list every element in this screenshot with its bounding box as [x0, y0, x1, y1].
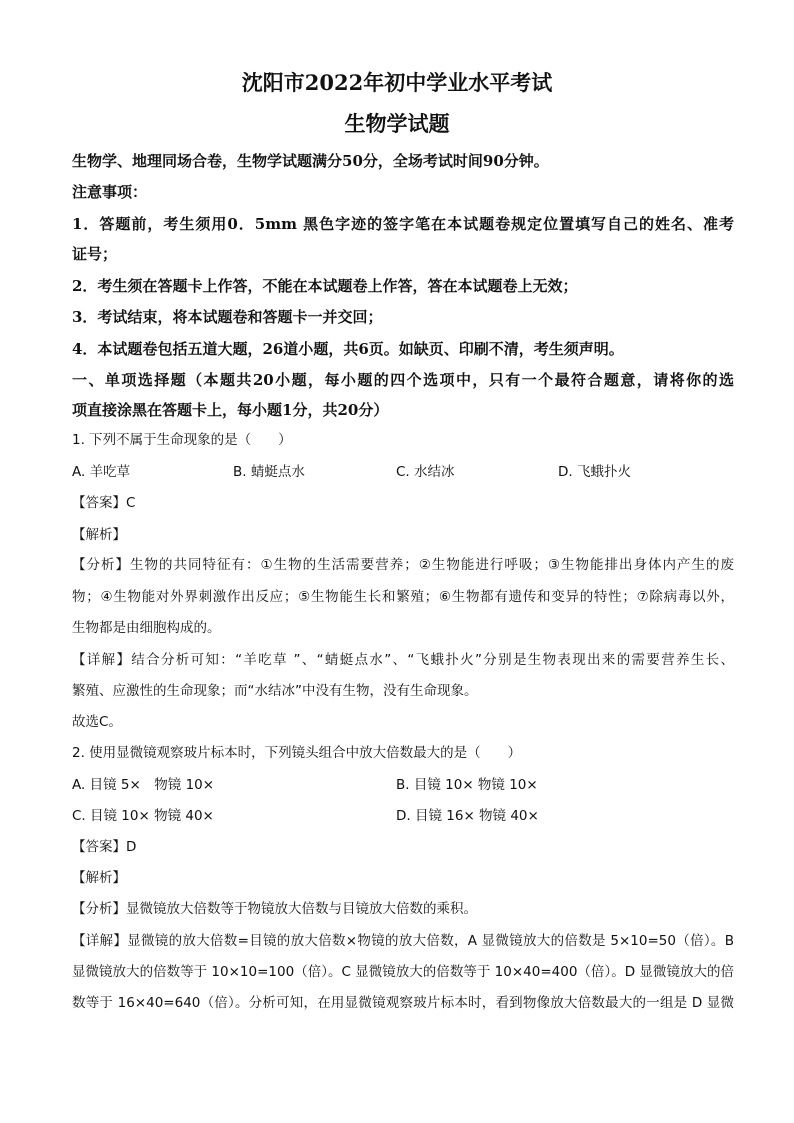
q2-answer: 【答案】D [72, 839, 137, 855]
notice-heading: 注意事项： [72, 183, 148, 201]
q2-option-a: A. 目镜 5× 物镜 10× [72, 777, 215, 793]
q1-conclusion: 故选C。 [72, 714, 122, 730]
question-2-stem: 2. 使用显微镜观察玻片标本时，下列镜头组合中放大倍数最大的是（ ） [72, 745, 522, 761]
q1-analysis-label: 【解析】 [72, 527, 126, 543]
q2-option-c: C. 目镜 10× 物镜 40× [72, 808, 214, 824]
section-heading: 项直接涂黑在答题卡上，每小题1分，共20分） [72, 401, 389, 419]
q2-option-b: B. 目镜 10× 物镜 10× [396, 777, 538, 793]
q2-option-d: D. 目镜 16× 物镜 40× [396, 808, 539, 824]
notice-line: 3．考试结束，将本试题卷和答题卡一并交回； [72, 308, 383, 326]
q2-detail-line: 数等于 16×40=640（倍）。分析可知，在用显微镜观察玻片标本时，看到物像放大倍数最大的一组是 D 显微 [72, 995, 734, 1011]
q1-analysis-line: 生物都是由细胞构成的。 [72, 620, 221, 636]
section-heading: 一、单项选择题（本题共20小题，每小题的四个选项中，只有一个最符合题意，请将你的选 [72, 371, 734, 389]
exam-title: 沈阳市2022年初中学业水平考试 [241, 70, 553, 95]
q2-analysis-label: 【解析】 [72, 870, 126, 886]
q2-detail-line: 【详解】显微镜的放大倍数=目镜的放大倍数×物镜的放大倍数，A 显微镜放大的倍数是 5×10=50（倍）。B [72, 933, 734, 949]
q1-detail-line: 繁殖、应激性的生命现象；而“水结冰”中没有生物，没有生命现象。 [72, 683, 478, 699]
q1-detail-line: 【详解】结合分析可知：“羊吃草 ”、“蜻蜓点水”、“飞蛾扑火”分别是生物表现出来的需要营养生长、 [72, 652, 734, 668]
q2-analysis-line: 【分析】显微镜放大倍数等于物镜放大倍数与目镜放大倍数的乘积。 [72, 901, 477, 917]
notice-line: 1．答题前，考生须用0．5mm 黑色字迹的签字笔在本试题卷规定位置填写自己的姓名、准考 [72, 215, 734, 233]
notice-line: 2．考生须在答题卡上作答，不能在本试题卷上作答，答在本试题卷上无效； [72, 277, 578, 295]
q1-option-c: C. 水结冰 [396, 464, 455, 480]
q1-analysis-line: 物；④生物能对外界刺激作出反应；⑤生物能生长和繁殖；⑥生物都有遗传和变异的特性；⑦除病毒以外， [72, 589, 734, 605]
notice-line: 证号； [72, 245, 118, 263]
q1-answer: 【答案】C [72, 495, 136, 511]
intro-text: 生物学、地理同场合卷，生物学试题满分50分，全场考试时间90分钟。 [72, 152, 549, 170]
q1-option-b: B. 蜻蜓点水 [233, 464, 305, 480]
q1-option-a: A. 羊吃草 [72, 464, 131, 480]
q1-option-d: D. 飞蛾扑火 [558, 464, 631, 480]
exam-subtitle: 生物学试题 [344, 111, 450, 136]
q1-analysis-line: 【分析】生物的共同特征有：①生物的生活需要营养；②生物能进行呼吸；③生物能排出身体内产生的废 [72, 557, 734, 573]
notice-line: 4．本试题卷包括五道大题，26道小题，共6页。如缺页、印刷不清，考生须声明。 [72, 340, 624, 358]
q2-detail-line: 显微镜放大的倍数等于 10×10=100（倍）。C 显微镜放大的倍数等于 10×40=400（倍）。D 显微镜放大的倍 [72, 964, 734, 980]
question-1-stem: 1. 下列不属于生命现象的是（ ） [72, 432, 292, 448]
